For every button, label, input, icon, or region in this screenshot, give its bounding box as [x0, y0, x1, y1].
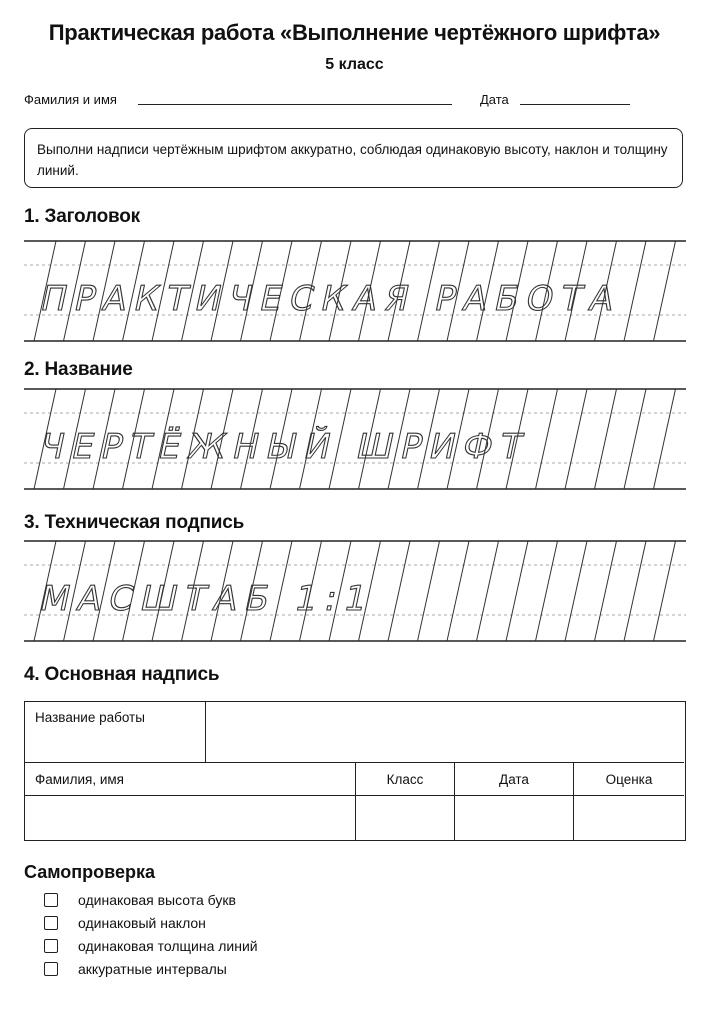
- checklist-item[interactable]: [44, 892, 236, 908]
- surname-label: Фамилия, имя: [35, 772, 124, 787]
- class-field[interactable]: [356, 797, 453, 839]
- section-heading-4: 4. Основная надпись: [24, 664, 220, 685]
- work-name-field[interactable]: [206, 703, 683, 761]
- date-label: Дата: [480, 92, 509, 107]
- checklist-item[interactable]: [44, 915, 206, 931]
- checklist-label: одинаковая толщина линий: [78, 938, 258, 954]
- checklist-item[interactable]: [44, 961, 227, 977]
- self-check-heading: Самопроверка: [24, 862, 156, 882]
- date-entry-field[interactable]: [455, 797, 572, 839]
- section-heading-1: 1. Заголовок: [24, 206, 140, 227]
- checklist-label: аккуратные интервалы: [78, 961, 227, 977]
- section-heading-3: 3. Техническая подпись: [24, 512, 245, 533]
- surname-field[interactable]: [26, 797, 354, 839]
- checkbox-icon[interactable]: [44, 962, 58, 976]
- sample-text-3: МАСШТАБ 1:1: [36, 579, 379, 619]
- checkbox-icon[interactable]: [44, 893, 58, 907]
- checkbox-icon[interactable]: [44, 916, 58, 930]
- grade-label: 5 класс: [325, 56, 384, 73]
- worksheet-title: Практическая работа «Выполнение чертёжного шрифта»: [48, 20, 661, 45]
- title-block-table: [24, 701, 686, 841]
- sample-text-1: ПРАКТИЧЕСКАЯ РАБОТА: [37, 279, 626, 319]
- grade-field[interactable]: [574, 797, 682, 839]
- checklist-label: одинаковая высота букв: [78, 892, 236, 908]
- checklist-item[interactable]: [44, 938, 258, 954]
- sample-text-2: ЧЕРТЁЖНЫЙ ШРИФТ: [36, 427, 534, 467]
- date-column-label: Дата: [499, 772, 529, 787]
- checklist-label: одинаковый наклон: [78, 915, 206, 931]
- section-heading-2: 2. Название: [24, 359, 133, 380]
- name-label: Фамилия и имя: [24, 92, 117, 107]
- class-label: Класс: [386, 772, 424, 787]
- grade-column-label: Оценка: [605, 772, 653, 787]
- checkbox-icon[interactable]: [44, 939, 58, 953]
- instruction-text: Выполни надписи чертёжным шрифтом аккуратно, соблюдая одинаковую высоту, наклон и толщину линий.: [37, 142, 668, 178]
- work-name-label: Название работы: [35, 710, 145, 725]
